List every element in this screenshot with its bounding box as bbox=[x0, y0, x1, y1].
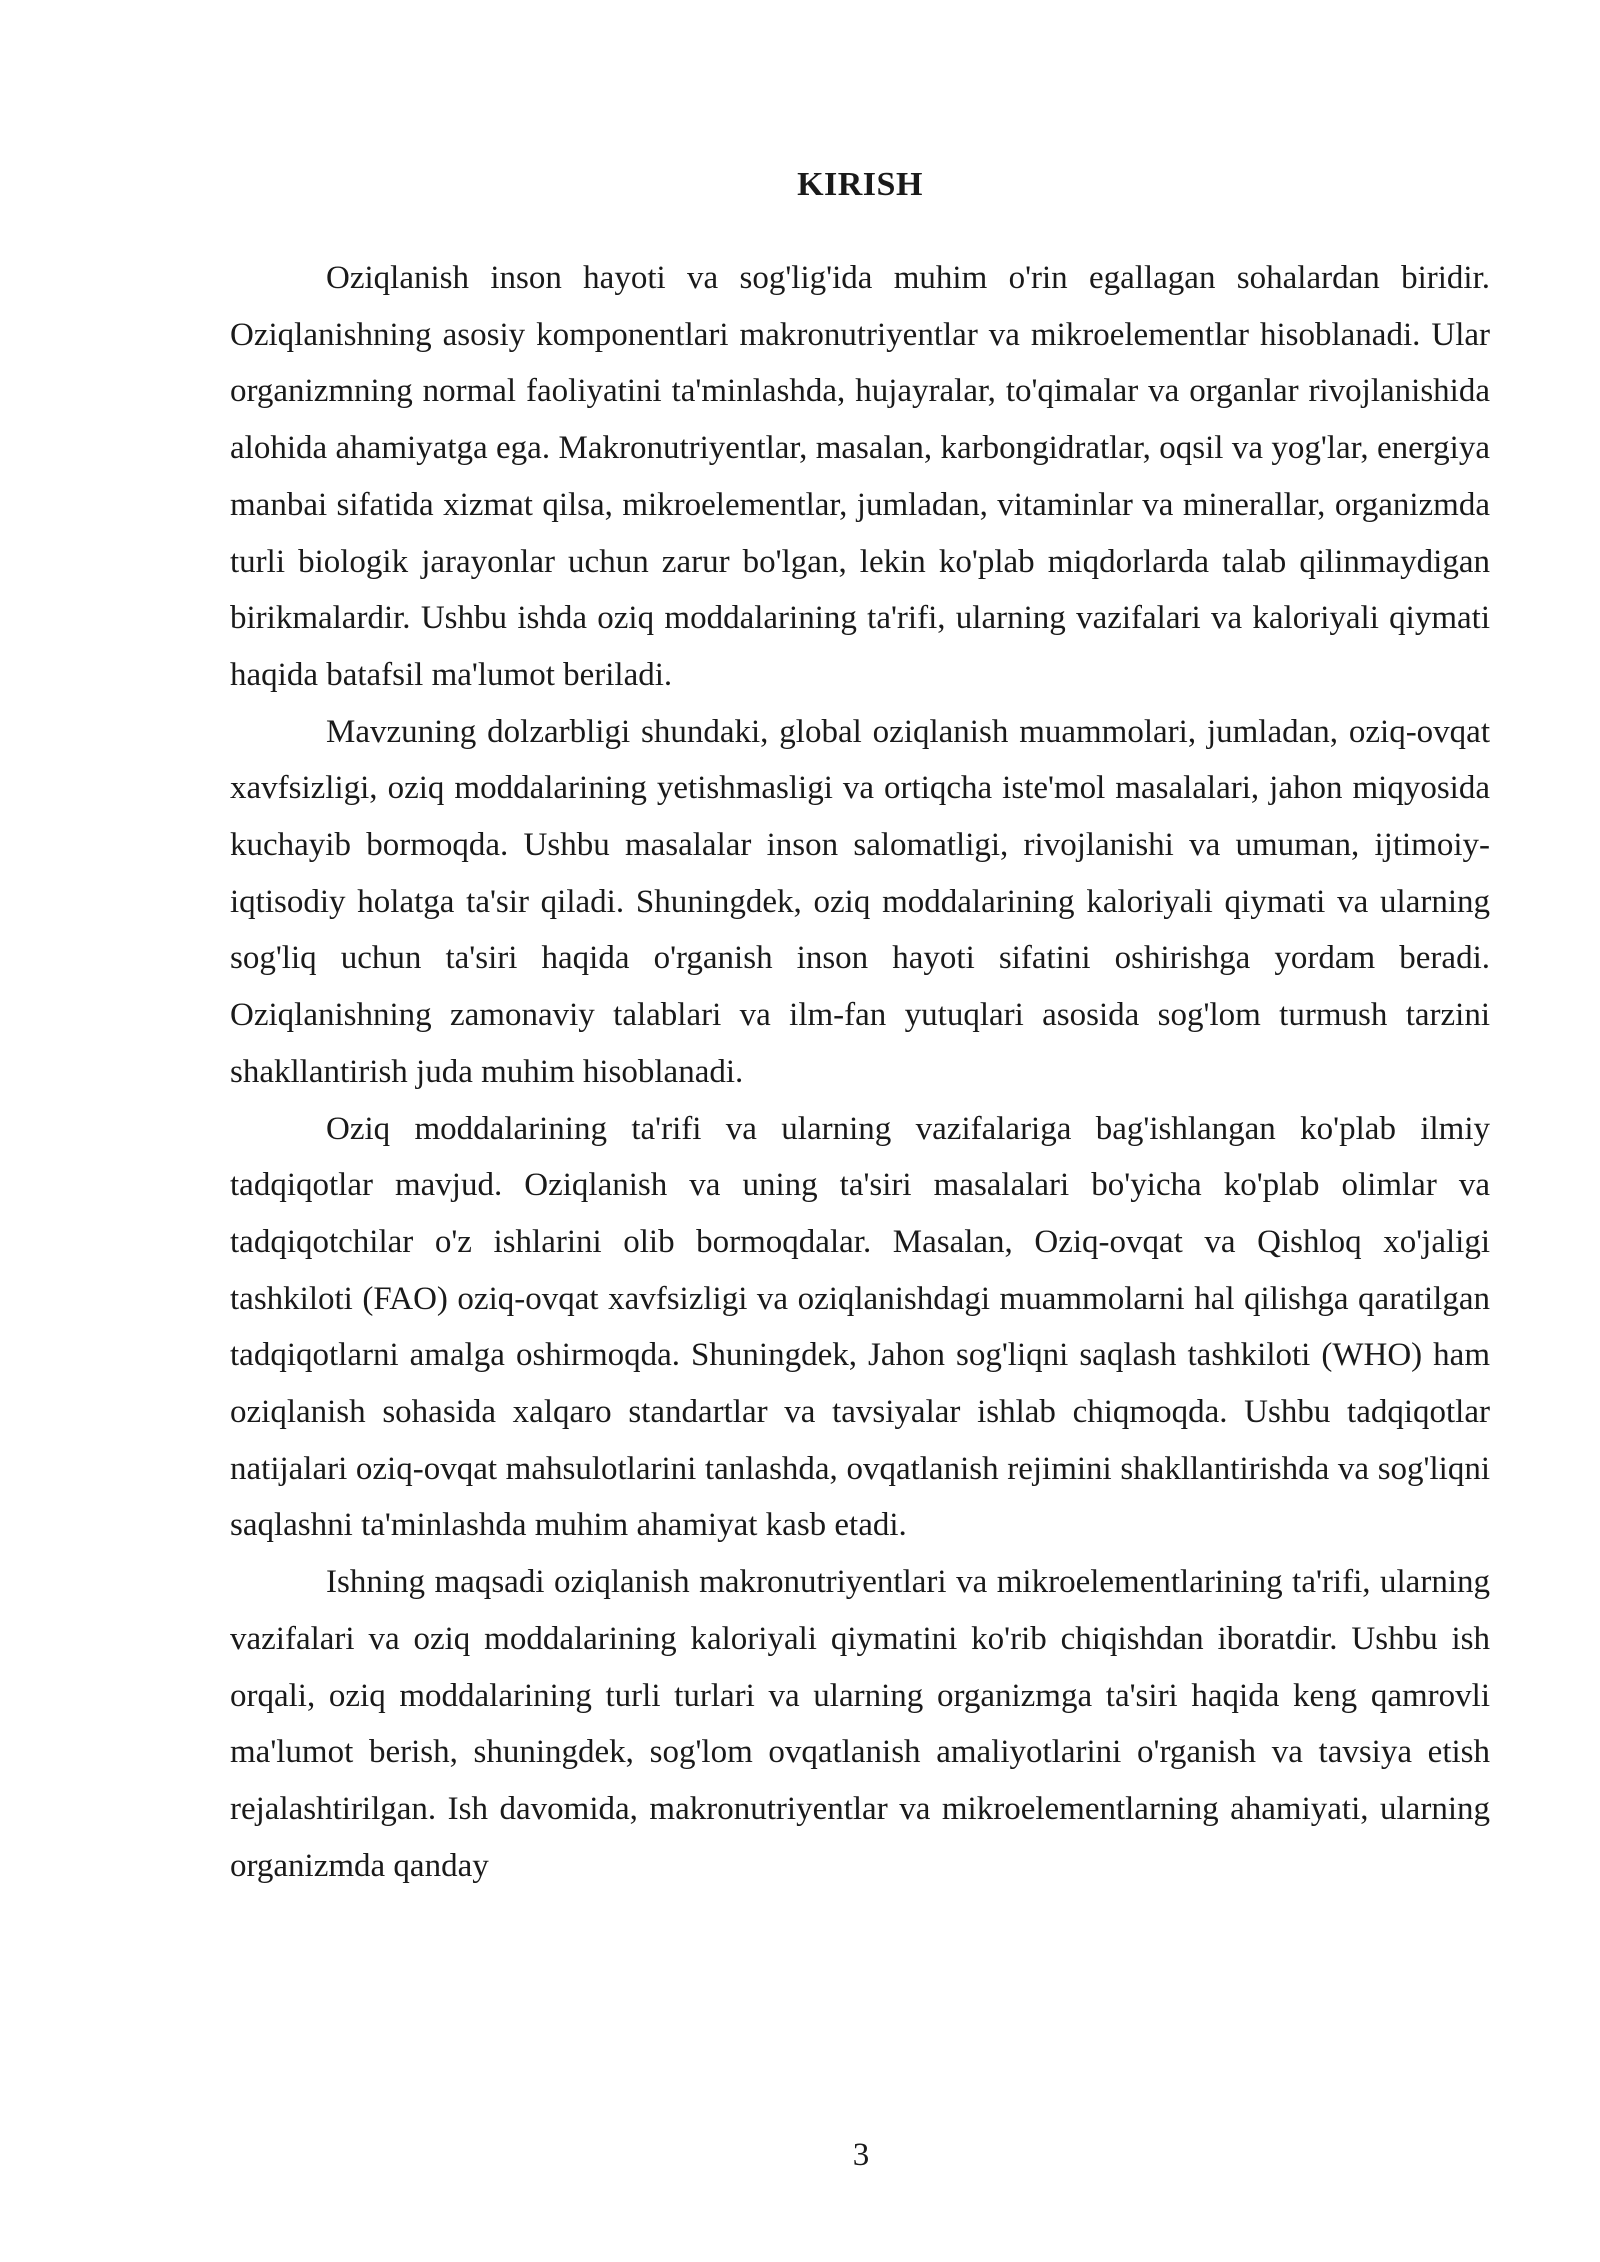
page-title: KIRISH bbox=[797, 166, 923, 203]
page-number: 3 bbox=[852, 2137, 870, 2173]
paragraph-1: Oziqlanish inson hayoti va sog'lig'ida muhim o'rin egallagan sohalardan biridir. Oziqlanishning asosiy komponentlari makronutriyentlar va mikroelementlar hisoblanadi. Ular organizmning normal faoliyatini ta'minlashda, hujayralar, to'qimalar va organlar rivojlanishida alohida ahamiyatga ega. Makronutriyentlar, masalan, karbongidratlar, oqsil va yog'lar, energiya manbai sifatida xizmat qilsa, mikroelementlar, jumladan, vitaminlar va minerallar, organizmda turli biologik jarayonlar uchun zarur bo'lgan, lekin ko'plab miqdorlarda talab qilinmaydigan birikmalardir. Ushbu ishda oziq moddalarining ta'rifi, ularning vazifalari va kaloriyali qiymati haqida batafsil ma'lumot beriladi. bbox=[230, 260, 1490, 693]
paragraph-2: Mavzuning dolzarbligi shundaki, global oziqlanish muammolari, jumladan, oziq-ovqat xavfsizligi, oziq moddalarining yetishmasligi va ortiqcha iste'mol masalalari, jahon miqyosida kuchayib bormoqda. Ushbu masalalar inson salomatligi, rivojlanishi va umuman, ijtimoiy-iqtisodiy holatga ta'sir qiladi. Shuningdek, oziq moddalarining kaloriyali qiymati va ularning sog'liq uchun ta'siri haqida o'rganish inson hayoti sifatini oshirishga yordam beradi. Oziqlanishning zamonaviy talablari va ilm-fan yutuqlari asosida sog'lom turmush tarzini shakllantirish juda muhim hisoblanadi. bbox=[230, 713, 1490, 1090]
paragraph-3: Oziq moddalarining ta'rifi va ularning vazifalariga bag'ishlangan ko'plab ilmiy tadqiqotlar mavjud. Oziqlanish va uning ta'siri masalalari bo'yicha ko'plab olimlar va tadqiqotchilar o'z ishlarini olib bormoqdalar. Masalan, Oziq-ovqat va Qishloq xo'jaligi tashkiloti (FAO) oziq-ovqat xavfsizligi va oziqlanishdagi muammolarni hal qilishga qaratilgan tadqiqotlarni amalga oshirmoqda. Shuningdek, Jahon sog'liqni saqlash tashkiloti (WHO) ham oziqlanish sohasida xalqaro standartlar va tavsiyalar ishlab chiqmoqda. Ushbu tadqiqotlar natijalari oziq-ovqat mahsulotlarini tanlashda, ovqatlanish rejimini shakllantirishda va sog'liqni saqlashni ta'minlashda muhim ahamiyat kasb etadi. bbox=[230, 1110, 1490, 1544]
paragraph-4: Ishning maqsadi oziqlanish makronutriyentlari va mikroelementlarining ta'rifi, ularning vazifalari va oziq moddalarining kaloriyali qiymatini ko'rib chiqishdan iboratdir. Ushbu ish orqali, oziq moddalarining turli turlari va ularning organizmga ta'siri haqida keng qamrovli ma'lumot berish, shuningdek, sog'lom ovqatlanish amaliyotlarini o'rganish va tavsiya etish rejalashtirilgan. Ish davomida, makronutriyentlar va mikroelementlarning ahamiyati, ularning organizmda qanday bbox=[230, 1564, 1490, 1884]
body-text bbox=[230, 250, 1490, 1894]
